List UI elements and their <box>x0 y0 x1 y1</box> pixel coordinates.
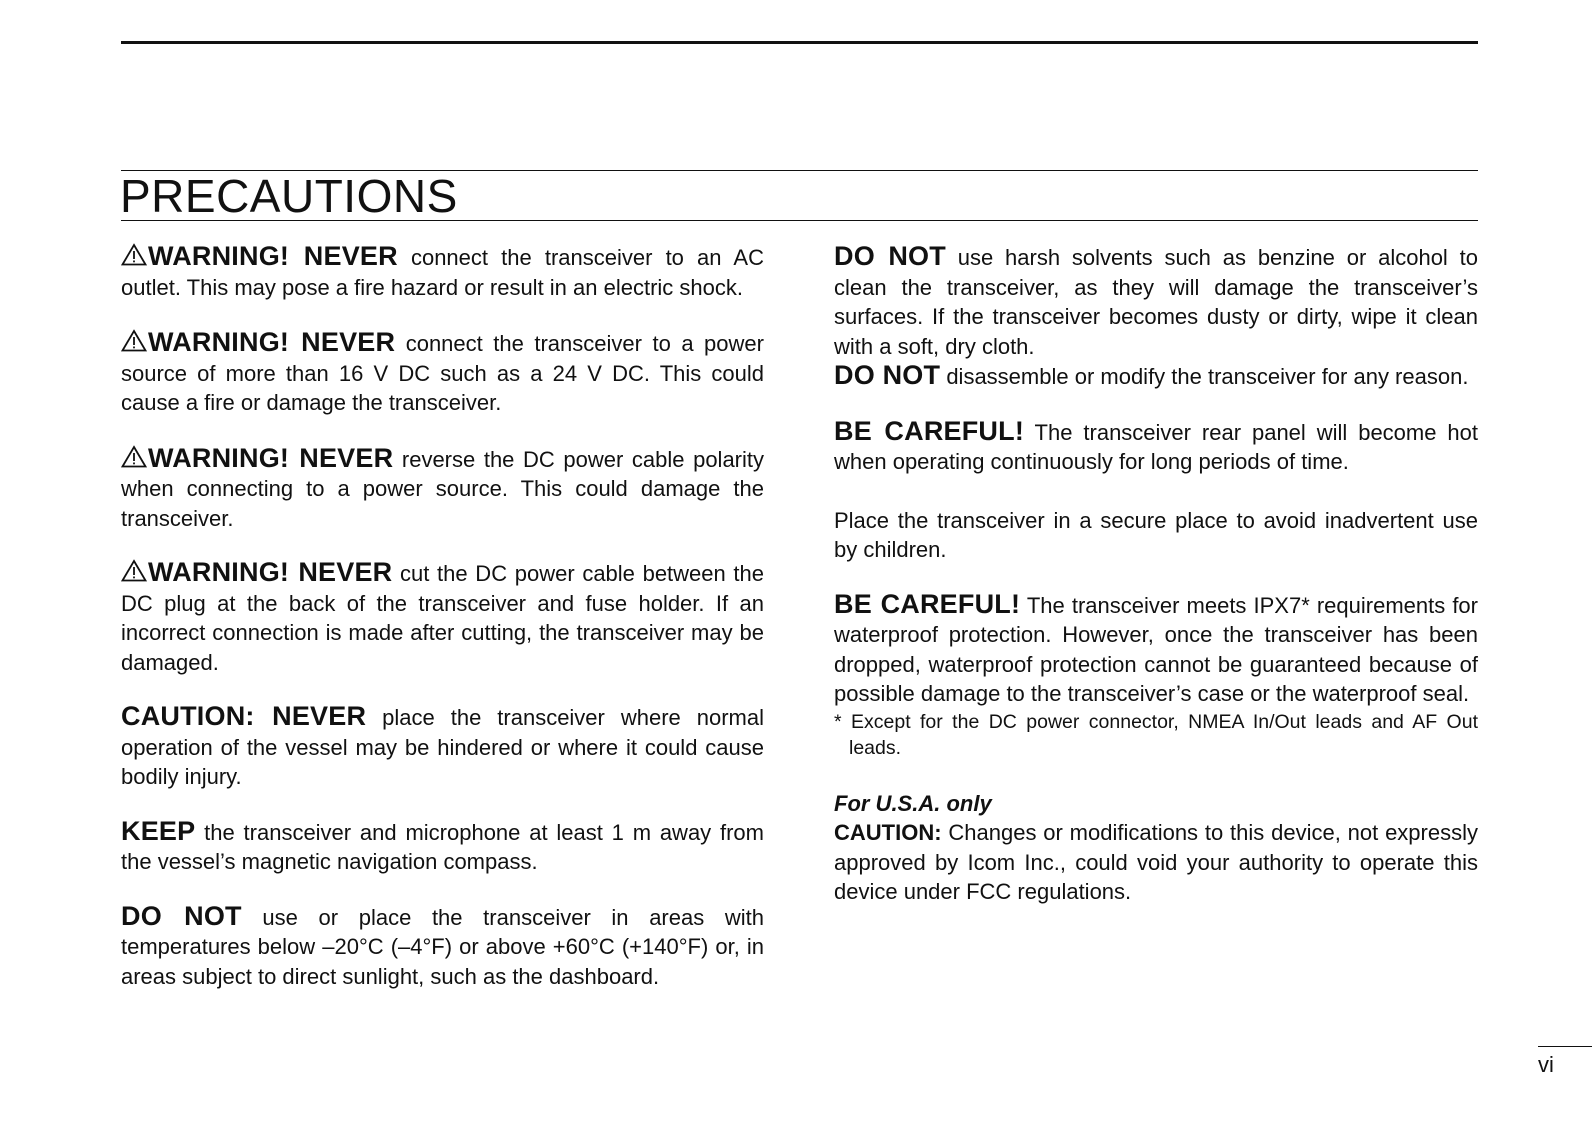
precaution-text: the transceiver and microphone at least 1 m away from the vessel’s magnetic navigation compass. <box>121 819 764 874</box>
precaution-cut-cable <box>121 558 764 677</box>
page-title: PRECAUTIONS <box>120 170 458 222</box>
precaution-text: disassemble or modify the transceiver for any reason. <box>940 364 1469 389</box>
precaution-keyword: CAUTION: NEVER <box>121 701 367 731</box>
precaution-power-source <box>121 328 764 418</box>
precaution-waterproof <box>834 590 1478 709</box>
precaution-text: connect the transceiver to a power source of more than 16 V DC such as a 24 V DC. This could cause a fire or damage the transceiver. <box>121 331 764 415</box>
precaution-text: connect the transceiver to an AC outlet. This may pose a fire hazard or result in an electric shock. <box>121 245 764 300</box>
warning-triangle-icon <box>121 445 147 468</box>
precaution-keyword: DO NOT <box>121 900 242 931</box>
right-column <box>834 242 1478 907</box>
precaution-keyword: WARNING! NEVER <box>148 327 396 357</box>
precaution-keyword: DO NOT <box>834 241 946 271</box>
warning-triangle-icon <box>121 559 147 582</box>
page-top-rule <box>121 41 1478 44</box>
page-number: vi <box>1538 1052 1554 1077</box>
precaution-text: cut the DC power cable between the DC plug at the back of the transceiver and fuse holder. If an incorrect connection is made after cutting, the transceiver may be damaged. <box>121 561 765 675</box>
warning-triangle-icon <box>121 329 147 352</box>
precaution-children <box>834 506 1478 565</box>
usa-only-heading: For U.S.A. only <box>834 790 992 816</box>
precaution-keyword: CAUTION: <box>834 820 942 845</box>
precaution-solvents <box>834 242 1478 361</box>
precaution-keyword: WARNING! NEVER <box>148 557 393 587</box>
precaution-rear-panel <box>834 417 1478 477</box>
title-rule-bottom <box>121 220 1478 221</box>
precaution-text: Place the transceiver in a secure place to avoid inadvertent use by children. <box>834 507 1478 562</box>
precaution-keyword: BE CAREFUL! <box>834 588 1021 619</box>
precaution-text: use or place the transceiver in areas with temperatures below –20°C (–4°F) or above +60°C (+140°F) or, in areas subject to direct sunlight, such as the dashboard. <box>121 904 764 989</box>
precaution-compass <box>121 817 764 877</box>
precaution-placement <box>121 702 764 792</box>
footnote-ipx7: * Except for the DC power connector, NMEA In/Out leads and AF Out leads. <box>834 710 1478 759</box>
precaution-temperature <box>121 902 764 992</box>
precaution-keyword: DO NOT <box>834 360 941 390</box>
precaution-disassemble <box>834 361 1478 392</box>
precaution-fcc <box>834 818 1478 907</box>
precaution-text: Changes or modifications to this device, not expressly approved by Icom Inc., could void your authority to operate this device under FCC regulations. <box>834 820 1478 904</box>
precaution-keyword: WARNING! NEVER <box>148 442 394 473</box>
precaution-keyword: KEEP <box>121 815 196 846</box>
precaution-ac-outlet <box>121 242 764 302</box>
precaution-keyword: WARNING! NEVER <box>148 241 398 271</box>
precaution-text: reverse the DC power cable polarity when connecting to a power source. This could damage the transceiver. <box>121 446 765 531</box>
precaution-polarity <box>121 444 764 534</box>
left-column <box>121 242 764 991</box>
warning-triangle-icon <box>121 243 147 266</box>
precaution-text: The transceiver rear panel will become hot when operating continuously for long periods of time. <box>834 419 1478 474</box>
precaution-text: use harsh solvents such as benzine or alcohol to clean the transceiver, as they will damage the transceiver’s surfaces. If the transceiver becomes dusty or dirty, wipe it clean with a soft, dry cloth. <box>834 245 1478 359</box>
precaution-text: place the transceiver where normal operation of the vessel may be hindered or where it could cause bodily injury. <box>121 705 764 789</box>
precaution-keyword: BE CAREFUL! <box>834 415 1025 446</box>
page-number-rule <box>1538 1046 1592 1047</box>
precaution-text: The transceiver meets IPX7* requirements for waterproof protection. However, once the transceiver has been dropped, waterproof protection cannot be guaranteed because of possible damage to the transceiver’s case or the waterproof seal. <box>834 592 1478 706</box>
